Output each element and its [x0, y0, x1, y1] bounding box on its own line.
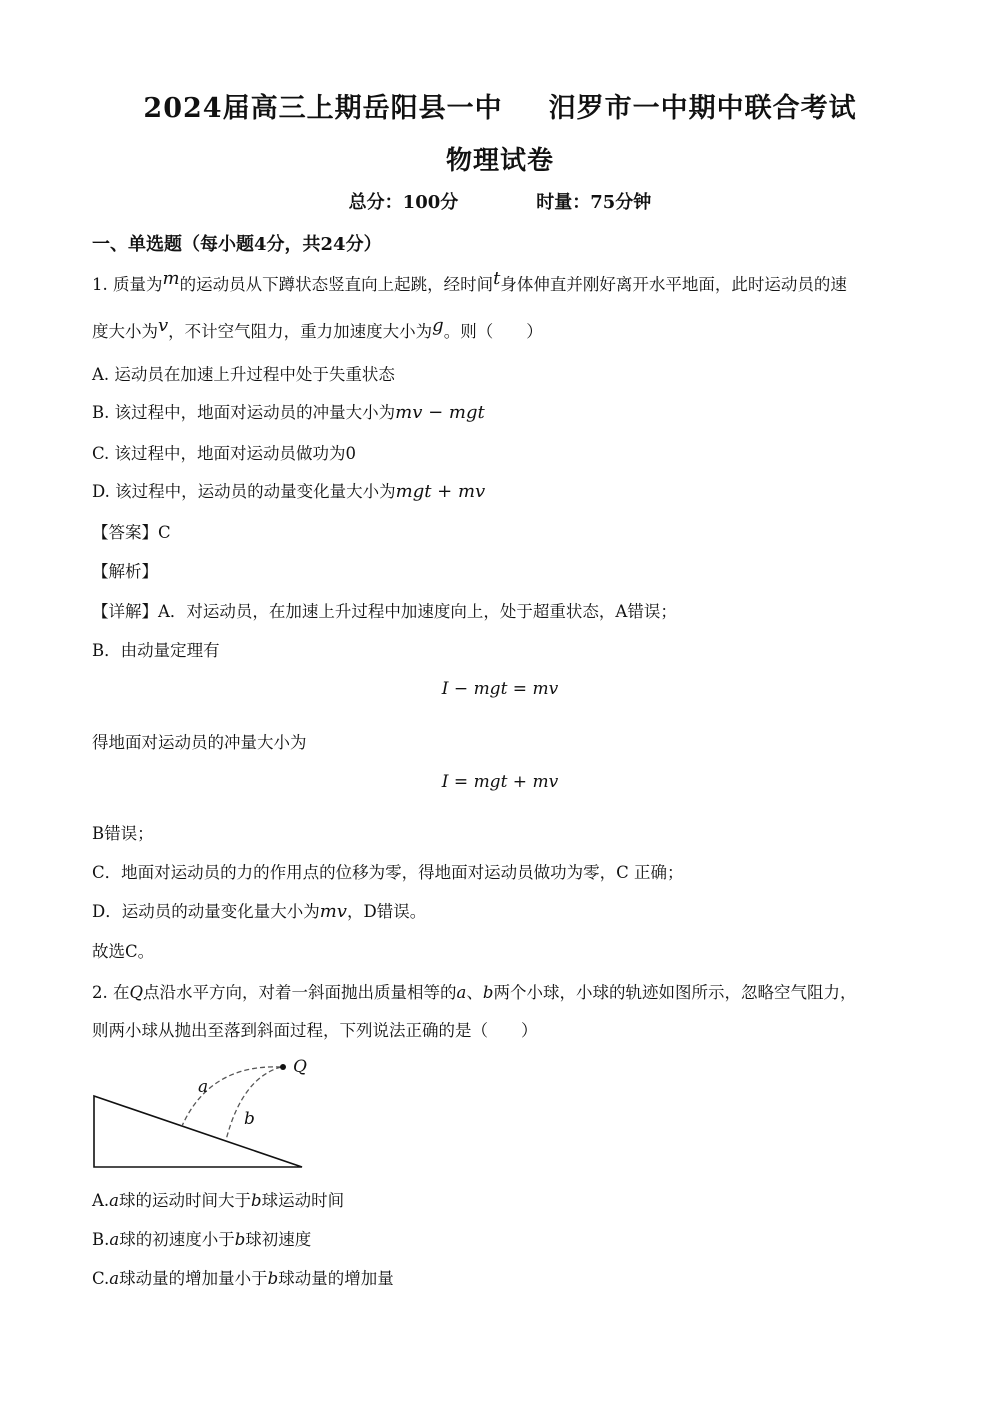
var-t: t — [493, 268, 501, 289]
q1-detail-e: C．地面对运动员的力的作用点的位移为零，得地面对运动员做功为零，C 正确； — [92, 863, 684, 882]
exam-title — [0, 86, 1000, 125]
q1-equation-1: I − mgt = mv — [441, 679, 559, 699]
var-v: v — [158, 315, 169, 336]
q2-stem-line2: 则两小球从抛出至落到斜面过程，下列说法正确的是（ ） — [92, 1021, 538, 1040]
trajectory-b — [226, 1067, 281, 1140]
var-b: b — [482, 983, 494, 1002]
q1-option-b-expr: mv − mgt — [395, 402, 485, 423]
q1-option-d: D. 该过程中，运动员的动量变化量大小为mgt + mv — [92, 481, 486, 502]
time-limit: 时量：75分钟 — [536, 192, 652, 213]
q1-stem-line1: 1. 质量为m的运动员从下蹲状态竖直向上起跳，经时间t身体伸直并刚好离开水平地面，此时运动员的速 — [92, 268, 847, 294]
incline-diagram — [88, 1052, 320, 1174]
q2-option-b: B.a球的初速度小于b球初速度 — [92, 1230, 312, 1249]
label-q: Q — [293, 1057, 307, 1077]
exam-subtitle: 物理试卷 — [445, 146, 554, 176]
q1-option-b: B. 该过程中，地面对运动员的冲量大小为mv − mgt — [92, 402, 485, 423]
exam-meta — [0, 188, 1000, 214]
label-b: b — [244, 1109, 255, 1129]
q1-option-c: C. 该过程中，地面对运动员做功为0 — [92, 444, 357, 463]
var-g: g — [432, 315, 444, 336]
q2-option-c: C.a球动量的增加量小于b球动量的增加量 — [92, 1269, 394, 1288]
projectile-figure — [88, 1052, 320, 1174]
q1-detail-f-expr: mv — [319, 901, 347, 922]
var-Q: Q — [129, 983, 144, 1002]
label-a: a — [198, 1077, 209, 1097]
q1-conclusion: 故选C。 — [92, 942, 155, 961]
q1-detail-b: B．由动量定理有 — [92, 641, 220, 660]
q1-answer: 【答案】C — [92, 523, 171, 542]
q1-stem-line2: 度大小为v，不计空气阻力，重力加速度大小为g。则（ ） — [92, 315, 543, 341]
q1-analysis: 【解析】 — [92, 562, 158, 581]
q1-option-a: A. 运动员在加速上升过程中处于失重状态 — [92, 365, 395, 384]
var-a: a — [456, 983, 467, 1002]
q1-detail-d: B错误； — [92, 824, 154, 843]
q1-option-d-expr: mgt + mv — [395, 481, 486, 502]
q1-detail-a: 【详解】A．对运动员，在加速上升过程中加速度向上，处于超重状态，A错误； — [92, 602, 677, 621]
point-q-marker — [280, 1064, 286, 1070]
total-score: 总分：100分 — [348, 192, 459, 213]
q2-stem-line1: 2. 在Q点沿水平方向，对着一斜面抛出质量相等的a、b两个小球，小球的轨迹如图所示，忽略空气阻力， — [92, 983, 857, 1002]
title-right: 汨罗市一中期中联合考试 — [548, 93, 857, 124]
q1-equation-2: I = mgt + mv — [441, 772, 559, 792]
q2-option-a: A.a球的运动时间大于b球运动时间 — [92, 1191, 345, 1210]
var-m: m — [162, 268, 180, 289]
trajectory-a — [182, 1067, 281, 1126]
section-heading: 一、单选题（每小题4分，共24分） — [92, 234, 382, 255]
incline-triangle — [94, 1096, 302, 1167]
q1-detail-f: D．运动员的动量变化量大小为mv，D错误。 — [92, 901, 427, 922]
title-left: 2024届高三上期岳阳县一中 — [143, 93, 503, 124]
q1-detail-c: 得地面对运动员的冲量大小为 — [92, 733, 307, 752]
